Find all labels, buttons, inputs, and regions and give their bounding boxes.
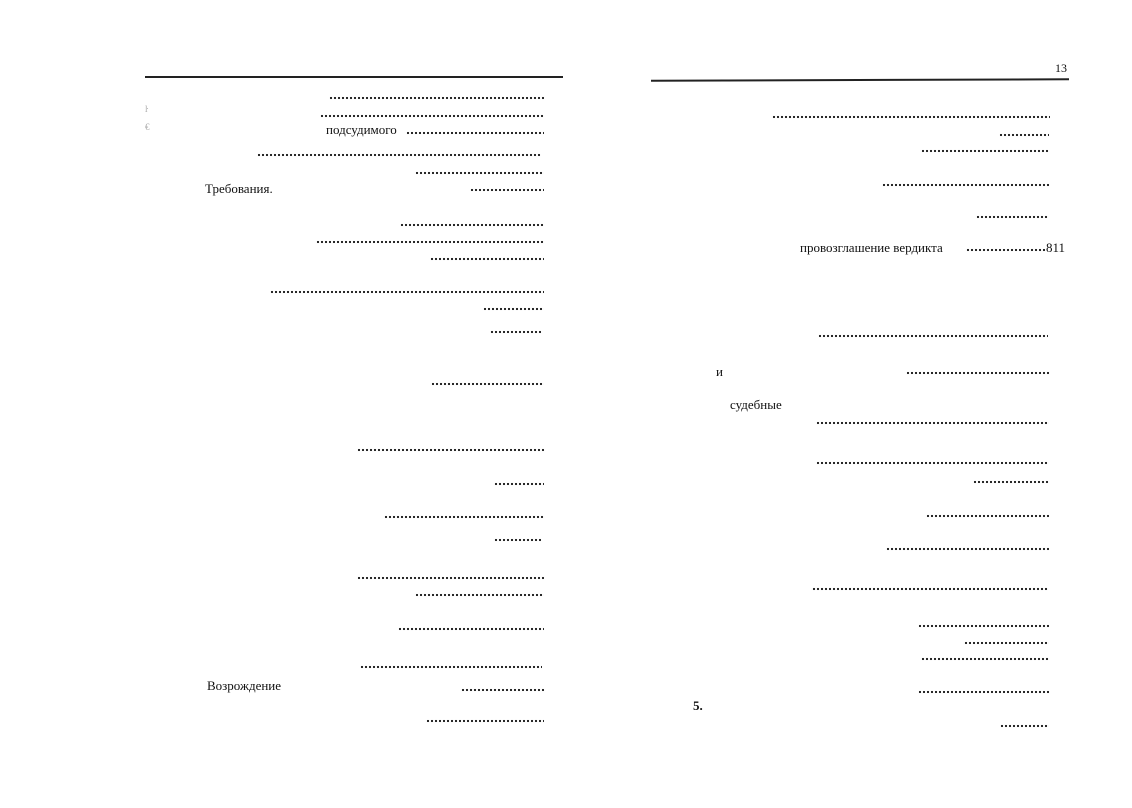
toc-leader (426, 716, 544, 726)
toc-leader (470, 185, 544, 195)
toc-leader (398, 624, 544, 634)
toc-leader (360, 662, 542, 672)
toc-leader (494, 479, 544, 489)
toc-leader (921, 146, 1049, 156)
toc-leader (270, 287, 544, 297)
toc-leader (357, 445, 544, 455)
toc-leader (882, 180, 1049, 190)
page-number: 13 (1055, 61, 1067, 75)
toc-entry-text: провозглашение вердикта (800, 240, 943, 255)
toc-leader (816, 418, 1049, 428)
toc-leader (1000, 721, 1049, 731)
toc-leader (906, 368, 1049, 378)
toc-leader (816, 458, 1048, 468)
margin-mark: € (145, 122, 150, 132)
toc-entry-text: судебные (730, 397, 782, 412)
header-rule (651, 78, 1069, 81)
toc-leader (329, 93, 544, 103)
toc-entry-page: 811 (1046, 240, 1066, 255)
toc-leader (976, 212, 1048, 222)
toc-leader (921, 654, 1049, 664)
toc-leader (812, 584, 1048, 594)
toc-leader (431, 379, 544, 389)
toc-leader (818, 331, 1048, 341)
toc-leader (384, 512, 544, 522)
toc-leader (490, 327, 541, 337)
margin-mark: ŀ (145, 104, 149, 114)
toc-leader (400, 220, 544, 230)
right-page (566, 0, 1132, 808)
toc-leader (406, 128, 544, 138)
toc-leader (316, 237, 544, 247)
toc-leader (320, 111, 544, 121)
toc-leader (973, 477, 1049, 487)
toc-leader (461, 685, 544, 695)
toc-leader (772, 112, 1050, 122)
toc-leader (964, 638, 1049, 648)
toc-entry-text: 5. (693, 698, 703, 713)
toc-leader (430, 254, 544, 264)
toc-entry-text: Требования. (205, 181, 273, 196)
toc-leader (357, 573, 544, 583)
toc-leader (926, 511, 1049, 521)
toc-leader (494, 535, 541, 545)
toc-leader (918, 621, 1049, 631)
toc-entry-text: Возрождение (207, 678, 282, 693)
toc-leader (415, 168, 544, 178)
toc-leader (415, 590, 544, 600)
toc-leader (966, 245, 1046, 255)
toc-entry-text: и (716, 364, 723, 379)
toc-leader (918, 687, 1049, 697)
toc-leader (257, 150, 541, 160)
toc-leader (999, 130, 1049, 140)
header-rule (145, 76, 563, 78)
toc-leader (483, 304, 544, 314)
toc-leader (886, 544, 1049, 554)
toc-entry-text: подсудимого (326, 122, 397, 137)
